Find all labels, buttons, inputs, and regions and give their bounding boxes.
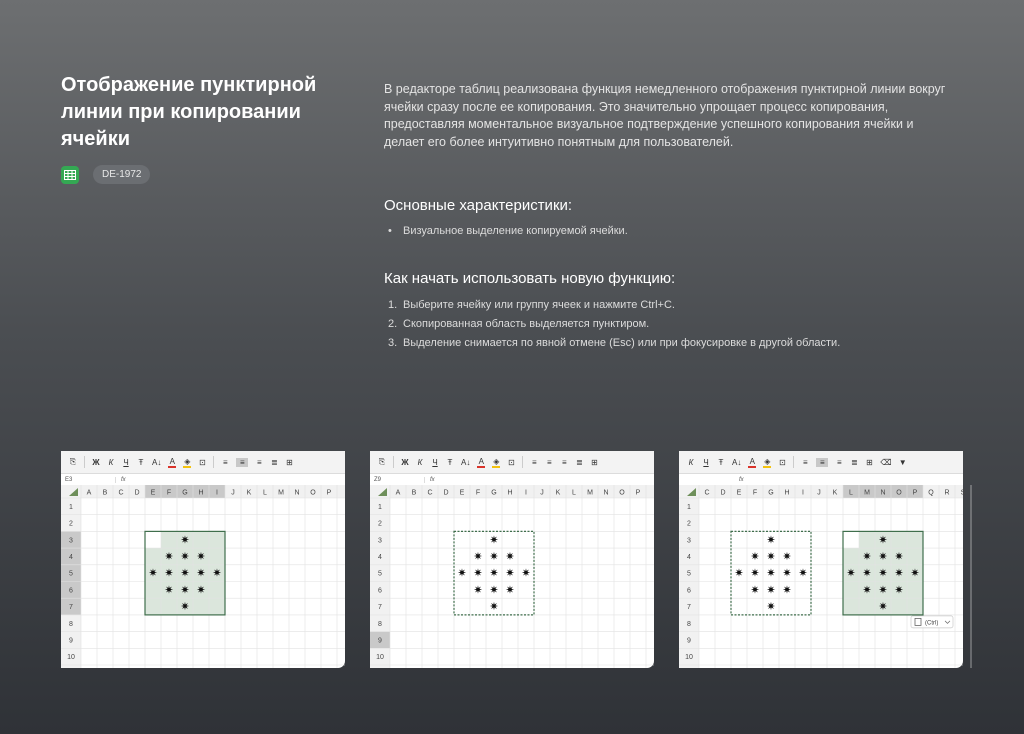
column-header: H — [784, 489, 790, 497]
column-header: I — [525, 489, 527, 497]
column-header: N — [603, 489, 609, 497]
column-header: F — [752, 489, 758, 497]
star-icon: ✷ — [212, 567, 222, 580]
font-color-button[interactable]: A — [169, 456, 176, 466]
row-header: 3 — [378, 537, 382, 545]
star-icon: ✷ — [505, 550, 515, 563]
row-header: 5 — [687, 570, 691, 578]
column-header: G — [182, 489, 188, 497]
star-icon: ✷ — [505, 584, 515, 597]
star-icon: ✷ — [489, 567, 499, 580]
star-icon: ✷ — [910, 567, 920, 580]
row-header: 6 — [687, 587, 691, 595]
row-header: 7 — [69, 604, 73, 612]
row-header: 7 — [687, 604, 691, 612]
star-icon: ✷ — [473, 567, 483, 580]
column-header: S — [960, 489, 966, 497]
column-header: L — [849, 489, 853, 497]
column-header: F — [166, 489, 172, 497]
underline-button[interactable]: Ч — [703, 457, 709, 467]
subscript-button[interactable]: A↓ — [152, 457, 162, 467]
row-header: 2 — [69, 520, 73, 528]
star-icon: ✷ — [766, 584, 776, 597]
divider — [393, 456, 394, 468]
column-header: D — [134, 489, 140, 497]
star-icon: ✷ — [180, 534, 190, 547]
fill-color-icon[interactable]: ◈ — [493, 456, 500, 466]
star-icon: ✷ — [489, 534, 499, 547]
column-header: D — [443, 489, 449, 497]
star-icon: ✷ — [862, 550, 872, 563]
borders-icon[interactable]: ⊡ — [778, 457, 786, 467]
toolbar — [61, 451, 345, 474]
active-cell — [843, 531, 859, 548]
star-icon: ✷ — [750, 567, 760, 580]
merge-icon[interactable]: ⊞ — [590, 457, 598, 467]
column-header: E — [150, 489, 156, 497]
column-header: M — [278, 489, 284, 497]
italic-button[interactable]: К — [688, 457, 694, 467]
star-icon: ✷ — [766, 601, 776, 614]
cell-grid[interactable] — [679, 485, 966, 668]
star-icon: ✷ — [734, 567, 744, 580]
star-icon: ✷ — [489, 584, 499, 597]
star-icon: ✷ — [180, 567, 190, 580]
star-icon: ✷ — [457, 567, 467, 580]
fill-color-icon[interactable]: ◈ — [764, 456, 771, 466]
table-icon — [61, 166, 79, 184]
row-header: 4 — [687, 553, 691, 561]
column-header: A — [86, 489, 92, 497]
column-header: O — [896, 489, 902, 497]
row-header: 3 — [687, 537, 691, 545]
fx-icon: fx — [121, 476, 126, 483]
column-header: L — [572, 489, 576, 497]
star-icon: ✷ — [750, 550, 760, 563]
star-icon: ✷ — [782, 567, 792, 580]
justify-icon[interactable]: ≣ — [850, 457, 858, 467]
row-header: 4 — [69, 553, 73, 561]
list-item: 2. Скопированная область выделяется пунктиром. — [388, 318, 650, 330]
italic-button[interactable]: К — [108, 457, 114, 467]
star-icon: ✷ — [798, 567, 808, 580]
column-header: M — [864, 489, 870, 497]
column-header: O — [619, 489, 625, 497]
divider — [213, 456, 214, 468]
row-header: 2 — [378, 520, 382, 528]
star-icon: ✷ — [782, 550, 792, 563]
row-header: 10 — [376, 654, 384, 662]
star-icon: ✷ — [878, 584, 888, 597]
issue-badge: DE-1972 — [93, 165, 150, 184]
paste-options-label: (Ctrl) — [925, 620, 939, 627]
row-header: 8 — [687, 620, 691, 628]
row-header: 10 — [685, 654, 693, 662]
column-header: G — [768, 489, 774, 497]
star-icon: ✷ — [489, 601, 499, 614]
column-header: K — [832, 489, 838, 497]
star-icon: ✷ — [878, 534, 888, 547]
list-item: • Визуальное выделение копируемой ячейки. — [388, 225, 628, 237]
column-header: M — [587, 489, 593, 497]
row-header: 8 — [378, 620, 382, 628]
star-icon: ✷ — [862, 567, 872, 580]
star-icon: ✷ — [766, 550, 776, 563]
paste-icon[interactable]: ⎘ — [378, 457, 386, 466]
toolbar — [679, 451, 963, 474]
justify-icon[interactable]: ≣ — [270, 457, 278, 467]
strike-button[interactable]: Ŧ — [138, 457, 144, 467]
align-left-icon[interactable]: ≡ — [803, 457, 808, 467]
star-icon: ✷ — [196, 567, 206, 580]
column-header: J — [817, 489, 821, 497]
toolbar — [370, 451, 654, 474]
italic-button[interactable]: К — [417, 457, 423, 467]
fx-icon: fx — [430, 476, 435, 483]
row-header: 1 — [378, 503, 382, 511]
borders-icon[interactable]: ⊡ — [198, 457, 206, 467]
strike-button[interactable]: Ŧ — [718, 457, 724, 467]
bold-button[interactable]: Ж — [92, 457, 100, 467]
star-icon: ✷ — [196, 550, 206, 563]
column-header: H — [507, 489, 513, 497]
column-header: H — [198, 489, 204, 497]
column-header: B — [102, 489, 108, 497]
star-icon: ✷ — [878, 567, 888, 580]
star-icon: ✷ — [164, 550, 174, 563]
font-color-button[interactable]: A — [749, 456, 756, 466]
row-header: 6 — [69, 587, 73, 595]
column-header: D — [720, 489, 726, 497]
borders-icon[interactable]: ⊡ — [507, 457, 515, 467]
star-icon: ✷ — [180, 550, 190, 563]
column-header: L — [263, 489, 267, 497]
star-icon: ✷ — [180, 584, 190, 597]
column-header: C — [427, 489, 433, 497]
column-header: E — [459, 489, 465, 497]
star-icon: ✷ — [750, 584, 760, 597]
subscript-button[interactable]: A↓ — [732, 457, 742, 467]
page-title: Отображение пунктирной линии при копировании ячейки — [61, 74, 317, 150]
column-header: I — [802, 489, 804, 497]
row-header: 7 — [378, 604, 382, 612]
row-header: 8 — [69, 620, 73, 628]
star-icon: ✷ — [894, 584, 904, 597]
star-icon: ✷ — [196, 584, 206, 597]
column-header: K — [555, 489, 561, 497]
features-heading: Основные характеристики: — [384, 197, 573, 214]
row-header: 9 — [69, 637, 73, 645]
justify-icon[interactable]: ≣ — [575, 457, 583, 467]
description: В редакторе таблиц реализована функция немедленного отображения пунктирной линии вокруг ячейки сразу после ее копирования. Это значительно упрощает процесс копирования, предоставляя моментальное визуальное подтверждение успешного копирования ячейки и делает его более интуитивно понятным для пользователей. — [384, 82, 946, 149]
column-header: C — [118, 489, 124, 497]
row-header: 3 — [69, 537, 73, 545]
column-header: Q — [928, 489, 934, 497]
star-icon: ✷ — [473, 584, 483, 597]
merge-icon[interactable]: ⊞ — [285, 457, 293, 467]
cell-grid[interactable] — [370, 485, 654, 668]
column-header: E — [736, 489, 742, 497]
align-center-icon[interactable]: ≡ — [816, 458, 828, 467]
star-icon: ✷ — [766, 567, 776, 580]
name-box[interactable]: E3 — [61, 477, 116, 483]
column-header: P — [635, 489, 641, 497]
column-header: I — [216, 489, 218, 497]
cell-grid[interactable] — [61, 485, 345, 668]
row-header: 9 — [378, 637, 382, 645]
star-icon: ✷ — [846, 567, 856, 580]
star-icon: ✷ — [894, 567, 904, 580]
column-header: F — [475, 489, 481, 497]
star-icon: ✷ — [782, 584, 792, 597]
merge-icon[interactable]: ⊞ — [865, 457, 873, 467]
howto-list — [388, 296, 840, 353]
column-header: C — [704, 489, 710, 497]
star-icon: ✷ — [878, 550, 888, 563]
column-header: J — [540, 489, 544, 497]
row-header: 5 — [378, 570, 382, 578]
column-header: O — [310, 489, 316, 497]
star-icon: ✷ — [505, 567, 515, 580]
column-header: K — [246, 489, 252, 497]
list-item: 1. Выберите ячейку или группу ячеек и нажмите Ctrl+C. — [388, 299, 675, 311]
name-box[interactable]: Z9 — [370, 477, 425, 483]
star-icon: ✷ — [521, 567, 531, 580]
row-header: 1 — [69, 503, 73, 511]
column-header: B — [411, 489, 417, 497]
row-header: 1 — [687, 503, 691, 511]
strike-button[interactable]: Ŧ — [447, 457, 453, 467]
star-icon: ✷ — [894, 550, 904, 563]
column-header: R — [944, 489, 950, 497]
column-header: A — [395, 489, 401, 497]
subscript-button[interactable]: A↓ — [461, 457, 471, 467]
sheet-card — [61, 451, 345, 668]
star-icon: ✷ — [164, 567, 174, 580]
star-icon: ✷ — [766, 534, 776, 547]
sheet-card — [679, 451, 966, 668]
row-header: 2 — [687, 520, 691, 528]
star-icon: ✷ — [180, 601, 190, 614]
filter-button[interactable]: ▼ — [898, 457, 907, 467]
features-list — [388, 222, 628, 241]
underline-button[interactable]: Ч — [123, 457, 129, 467]
paste-options-button[interactable] — [911, 616, 953, 628]
row-header: 4 — [378, 553, 382, 561]
align-left-icon[interactable]: ≡ — [223, 457, 228, 467]
fx-icon: fx — [739, 476, 744, 483]
align-center-icon[interactable]: ≡ — [547, 457, 552, 467]
star-icon: ✷ — [164, 584, 174, 597]
star-icon: ✷ — [878, 601, 888, 614]
column-header: G — [491, 489, 497, 497]
column-header: N — [294, 489, 300, 497]
paste-icon[interactable]: ⎘ — [69, 457, 77, 466]
align-center-icon[interactable]: ≡ — [236, 458, 248, 467]
row-header: 6 — [378, 587, 382, 595]
star-icon: ✷ — [473, 550, 483, 563]
align-right-icon[interactable]: ≡ — [562, 457, 567, 467]
column-header: P — [912, 489, 918, 497]
column-header: J — [231, 489, 235, 497]
align-right-icon[interactable]: ≡ — [257, 457, 262, 467]
wrap-icon[interactable]: ⌫ — [880, 457, 892, 467]
divider — [84, 456, 85, 468]
bold-button[interactable]: Ж — [401, 457, 409, 467]
tags-row — [61, 165, 150, 184]
divider — [522, 456, 523, 468]
underline-button[interactable]: Ч — [432, 457, 438, 467]
fill-color-icon[interactable]: ◈ — [184, 456, 191, 466]
active-cell — [145, 531, 161, 548]
sheet-card — [370, 451, 654, 668]
howto-heading: Как начать использовать новую функцию: — [384, 270, 676, 287]
column-header: P — [326, 489, 332, 497]
list-item: 3. Выделение снимается по явной отмене (Esc) или при фокусировке в другой области. — [388, 337, 841, 349]
align-right-icon[interactable]: ≡ — [837, 457, 842, 467]
column-header: N — [880, 489, 886, 497]
star-icon: ✷ — [148, 567, 158, 580]
divider — [793, 456, 794, 468]
row-header: 9 — [687, 637, 691, 645]
row-header: 5 — [69, 570, 73, 578]
star-icon: ✷ — [489, 550, 499, 563]
align-left-icon[interactable]: ≡ — [532, 457, 537, 467]
font-color-button[interactable]: A — [478, 456, 485, 466]
star-icon: ✷ — [862, 584, 872, 597]
row-header: 10 — [67, 654, 75, 662]
